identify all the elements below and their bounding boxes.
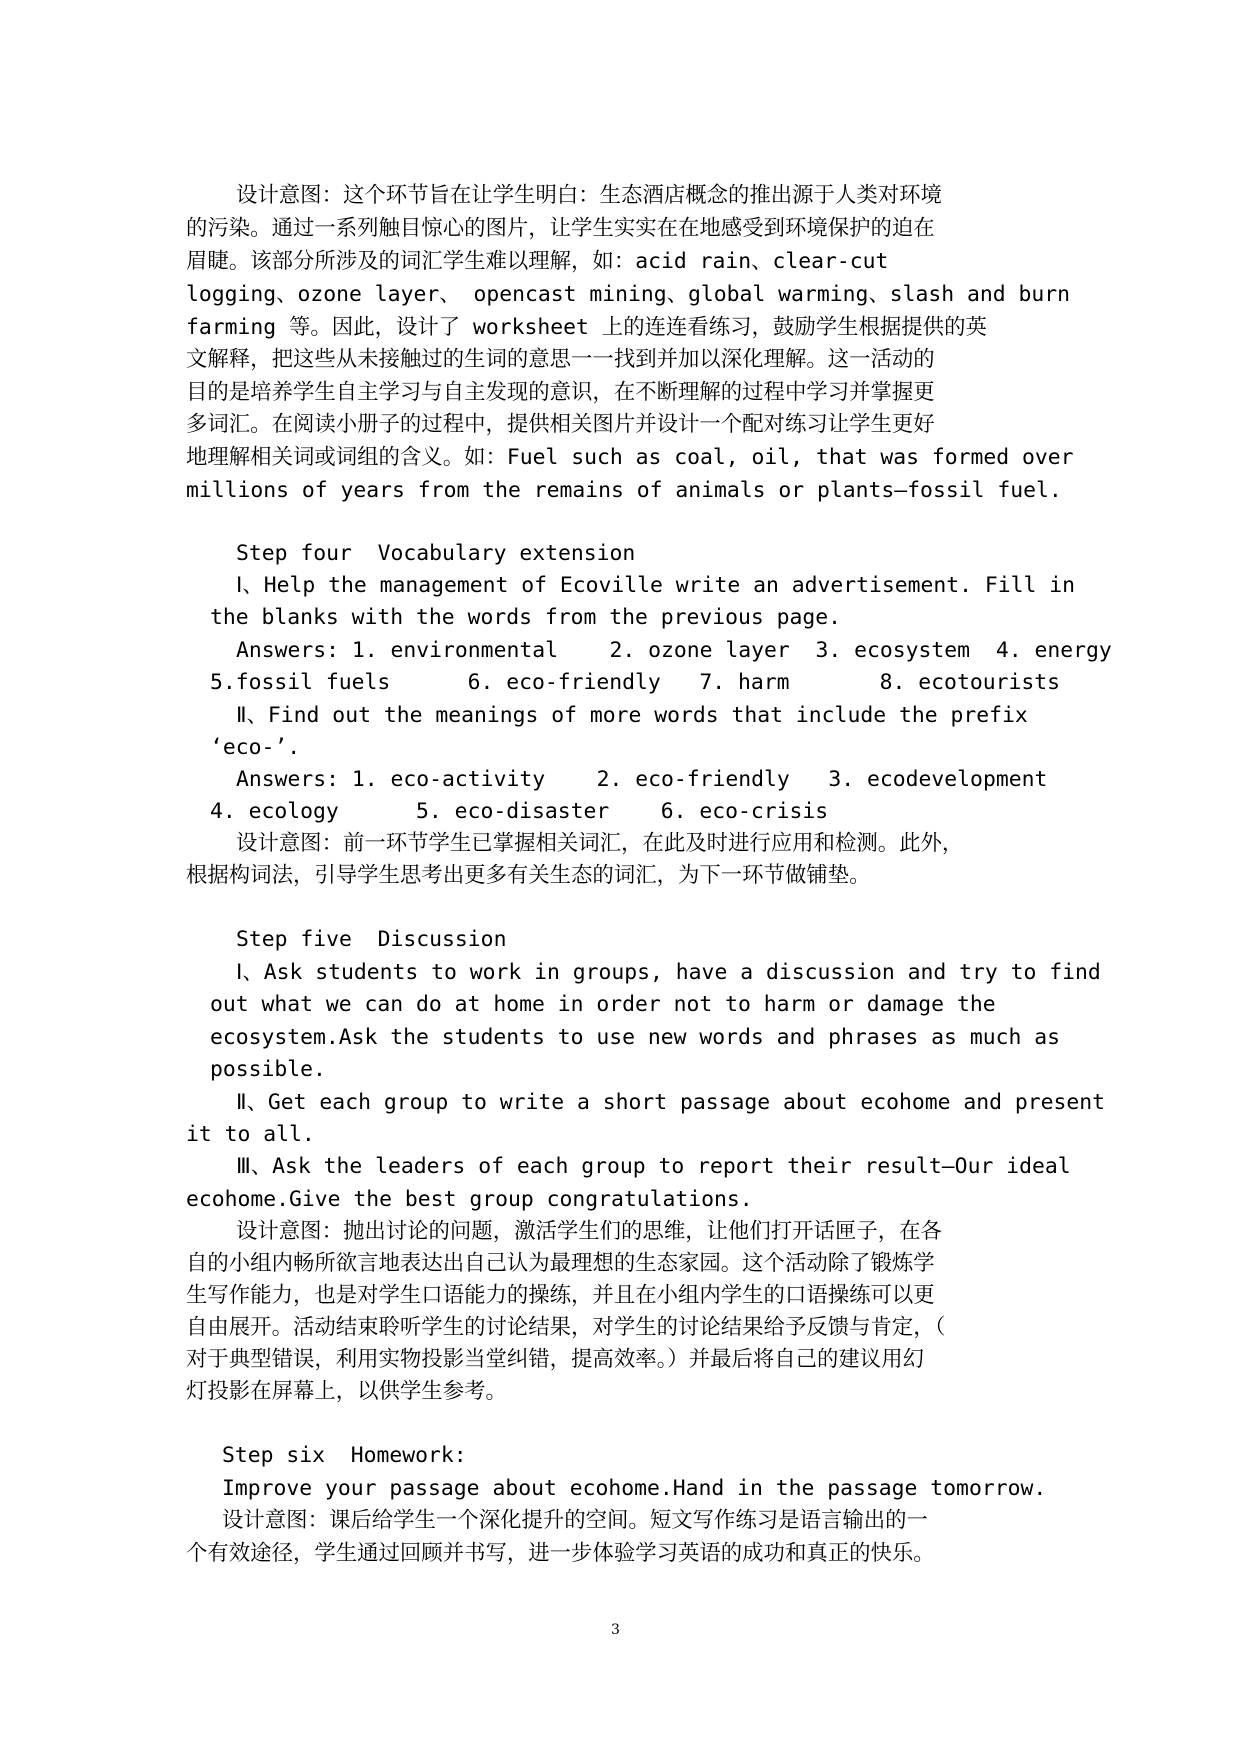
text-line: Improve your passage about ecohome.Hand in the passage tomorrow. (222, 1476, 1047, 1501)
text-line: ‘eco-’. (210, 735, 301, 760)
section-heading: Step four Vocabulary extension (236, 541, 636, 566)
text-line: 多词汇。在阅读小册子的过程中，提供相关图片并设计一个配对练习让学生更好 (186, 412, 935, 437)
text-line: out what we can do at home in order not to harm or damage the (210, 992, 996, 1017)
text-line: 设计意图：抛出讨论的问题，激活学生们的思维，让他们打开话匣子，在各 (236, 1219, 942, 1244)
text-line: 眉睫。该部分所涉及的词汇学生难以理解，如：acid rain、clear-cut (186, 249, 889, 274)
text-line: 灯投影在屏幕上，以供学生参考。 (186, 1379, 507, 1404)
text-line: 设计意图：课后给学生一个深化提升的空间。短文写作练习是语言输出的一 (222, 1508, 928, 1533)
text-line: Ⅰ、Ask students to work in groups, have a discussion and try to find (236, 960, 1101, 985)
section-heading: Step five Discussion (236, 927, 507, 952)
text-line: Ⅰ、Help the management of Ecoville write an advertisement. Fill in (236, 573, 1076, 598)
text-line: 自由展开。活动结束聆听学生的讨论结果，对学生的讨论结果给予反馈与肯定，（ (186, 1315, 946, 1340)
text-line: 的污染。通过一系列触目惊心的图片，让学生实实在在地感受到环境保护的迫在 (186, 216, 935, 241)
text-line: it to all. (186, 1122, 315, 1147)
text-line: 自的小组内畅所欲言地表达出自己认为最理想的生态家园。这个活动除了锻炼学 (186, 1251, 935, 1276)
text-line: 设计意图：前一环节学生已掌握相关词汇，在此及时进行应用和检测。此外， (236, 831, 964, 856)
text-line: 文解释，把这些从未接触过的生词的意思一一找到并加以深化理解。这一活动的 (186, 347, 935, 372)
text-line: 生写作能力，也是对学生口语能力的操练，并且在小组内学生的口语操练可以更 (186, 1283, 935, 1308)
text-line: logging、ozone layer、 opencast mining、global warming、slash and burn (186, 282, 1071, 307)
text-line: 对于典型错误，利用实物投影当堂纠错，提高效率。）并最后将自己的建议用幻 (186, 1347, 924, 1372)
answer-line: 5.fossil fuels 6. eco-friendly 7. harm 8. ecotourists (210, 670, 1060, 695)
text-line: 个有效途径，学生通过回顾并书写，进一步体验学习英语的成功和真正的快乐。 (186, 1541, 935, 1566)
text-line: the blanks with the words from the previous page. (210, 605, 842, 630)
text-line: 目的是培养学生自主学习与自主发现的意识，在不断理解的过程中学习并掌握更 (186, 380, 935, 405)
answer-line: Answers: 1. eco-activity 2. eco-friendly 3. ecodevelopment (236, 767, 1048, 792)
page-number: 3 (611, 1622, 620, 1638)
section-heading: Step six Homework: (222, 1443, 467, 1468)
answer-line: Answers: 1. environmental 2. ozone layer 3. ecosystem 4. energy (236, 638, 1112, 663)
text-line: possible. (210, 1057, 326, 1082)
text-line: Ⅱ、Get each group to write a short passage about ecohome and present (236, 1090, 1106, 1115)
text-line: millions of years from the remains of animals or plants—fossil fuel. (186, 478, 1062, 503)
text-line: farming 等。因此，设计了 worksheet 上的连连看练习，鼓励学生根据提供的英 (186, 315, 987, 340)
text-line: ecohome.Give the best group congratulations. (186, 1187, 753, 1212)
text-line: Ⅲ、Ask the leaders of each group to report their result—Our ideal (236, 1154, 1071, 1179)
text-line: ecosystem.Ask the students to use new words and phrases as much as (210, 1025, 1060, 1050)
text-line: 根据构词法，引导学生思考出更多有关生态的词汇，为下一环节做铺垫。 (186, 863, 871, 888)
answer-line: 4. ecology 5. eco-disaster 6. eco-crisis (210, 799, 829, 824)
text-line: 设计意图：这个环节旨在让学生明白：生态酒店概念的推出源于人类对环境 (236, 183, 942, 208)
text-line: 地理解相关词或词组的含义。如：Fuel such as coal, oil, that was formed over (186, 445, 1074, 470)
text-line: Ⅱ、Find out the meanings of more words that include the prefix (236, 703, 1028, 728)
